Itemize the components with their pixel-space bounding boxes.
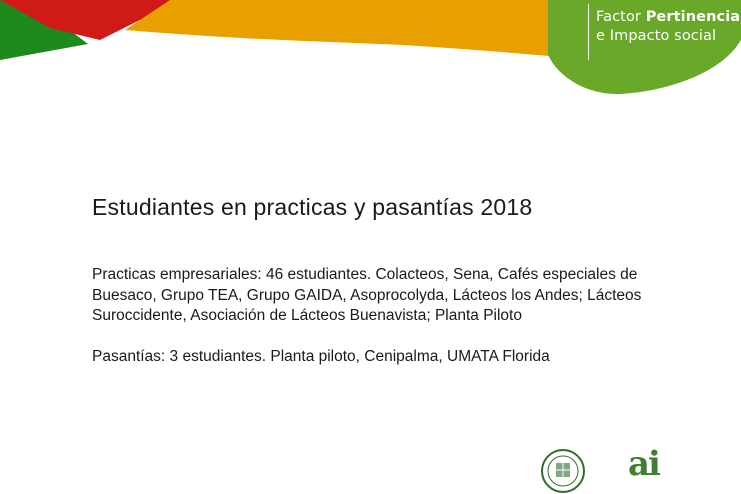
factor-line-2: e Impacto social [596, 28, 717, 44]
university-seal-icon [540, 448, 586, 494]
banner-orange-shape [125, 0, 612, 60]
factor-strong: Pertinencia [645, 9, 741, 25]
ai-logo: ai [628, 444, 659, 484]
header-divider [588, 4, 589, 60]
factor-label [596, 8, 740, 46]
factor-line-1 [596, 8, 740, 27]
practicas-paragraph: Practicas empresariales: 46 estudiantes. Colacteos, Sena, Cafés especiales de Buesaco, Grupo TEA, Grupo GAIDA, Asoprocolyda, Lácteos los Andes; Lácteos Suroccidente, Asociación de Lácteos Buenavista; Planta Piloto [92, 266, 642, 324]
pasantias-paragraph: Pasantías: 3 estudiantes. Planta piloto, Cenipalma, UMATA Florida [92, 347, 550, 365]
slide-content [92, 194, 692, 387]
factor-prefix: Factor [596, 9, 646, 25]
slide-title: Estudiantes en practicas y pasantías 2018 [92, 194, 533, 220]
